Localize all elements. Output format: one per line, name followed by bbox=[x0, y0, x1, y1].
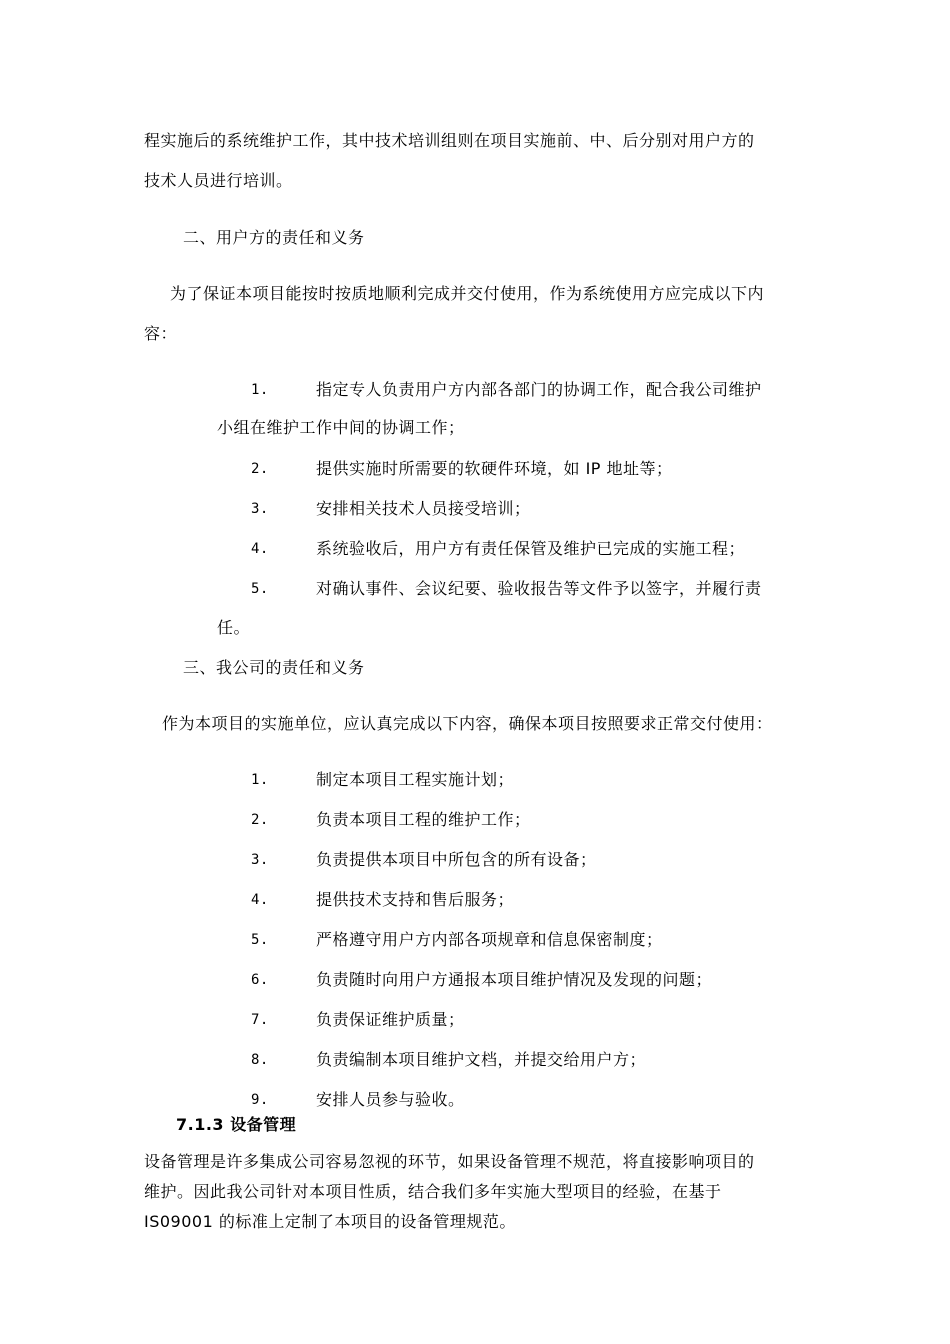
list-item-number: 5. bbox=[251, 581, 269, 597]
list-item: 指定专人负责用户方内部各部门的协调工作，配合我公司维护 bbox=[316, 380, 762, 399]
list-item: 提供技术支持和售后服务； bbox=[316, 890, 515, 909]
section2-para-line-2: 容： bbox=[144, 324, 178, 343]
list-item-number: 2. bbox=[251, 461, 269, 477]
section2-heading: 二、用户方的责任和义务 bbox=[183, 228, 365, 247]
list-item-number: 2. bbox=[251, 812, 269, 828]
list-item: 负责编制本项目维护文档，并提交给用户方； bbox=[316, 1050, 647, 1069]
section3-para: 作为本项目的实施单位，应认真完成以下内容，确保本项目按照要求正常交付使用： bbox=[162, 714, 773, 733]
list-item-number: 5. bbox=[251, 932, 269, 948]
section-7-1-3-line-2: 维护。因此我公司针对本项目性质，结合我们多年实施大型项目的经验，在基于 bbox=[144, 1182, 722, 1201]
intro-line-1: 程实施后的系统维护工作，其中技术培训组则在项目实施前、中、后分别对用户方的 bbox=[144, 131, 755, 150]
list-item: 对确认事件、会议纪要、验收报告等文件予以签字，并履行责 bbox=[316, 579, 762, 598]
list-item: 负责提供本项目中所包含的所有设备； bbox=[316, 850, 597, 869]
list-item: 安排相关技术人员接受培训； bbox=[316, 499, 531, 518]
list-item: 负责随时向用户方通报本项目维护情况及发现的问题； bbox=[316, 970, 713, 989]
list-item-number: 4. bbox=[251, 541, 269, 557]
section-7-1-3-line-3: IS09001 的标准上定制了本项目的设备管理规范。 bbox=[144, 1212, 516, 1231]
list-item-number: 7. bbox=[251, 1012, 269, 1028]
intro-line-2: 技术人员进行培训。 bbox=[144, 171, 293, 190]
list-item-continuation: 小组在维护工作中间的协调工作； bbox=[217, 418, 465, 437]
list-item-number: 1. bbox=[251, 382, 269, 398]
list-item-number: 3. bbox=[251, 852, 269, 868]
list-item-number: 6. bbox=[251, 972, 269, 988]
list-item: 提供实施时所需要的软硬件环境，如 IP 地址等； bbox=[316, 459, 673, 478]
list-item-number: 4. bbox=[251, 892, 269, 908]
list-item-number: 9. bbox=[251, 1092, 269, 1108]
list-item: 制定本项目工程实施计划； bbox=[316, 770, 515, 789]
list-item-number: 8. bbox=[251, 1052, 269, 1068]
list-item: 负责本项目工程的维护工作； bbox=[316, 810, 531, 829]
list-item: 负责保证维护质量； bbox=[316, 1010, 465, 1029]
section-7-1-3-heading: 7.1.3 设备管理 bbox=[176, 1115, 297, 1134]
section2-para-line-1: 为了保证本项目能按时按质地顺利完成并交付使用，作为系统使用方应完成以下内 bbox=[170, 284, 765, 303]
list-item-number: 3. bbox=[251, 501, 269, 517]
section3-heading: 三、我公司的责任和义务 bbox=[183, 658, 365, 677]
list-item-number: 1. bbox=[251, 772, 269, 788]
list-item-continuation: 任。 bbox=[217, 618, 251, 637]
list-item: 安排人员参与验收。 bbox=[316, 1090, 465, 1109]
section-7-1-3-line-1: 设备管理是许多集成公司容易忽视的环节，如果设备管理不规范，将直接影响项目的 bbox=[144, 1152, 755, 1171]
list-item: 系统验收后，用户方有责任保管及维护已完成的实施工程； bbox=[316, 539, 746, 558]
list-item: 严格遵守用户方内部各项规章和信息保密制度； bbox=[316, 930, 663, 949]
